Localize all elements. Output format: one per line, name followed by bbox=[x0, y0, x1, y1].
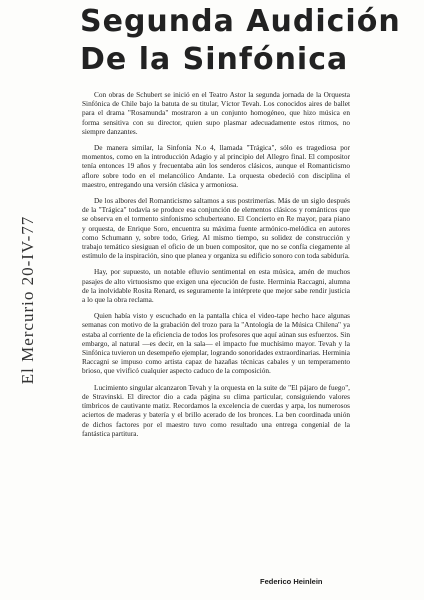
article-paragraph: Con obras de Schubert se inició en el Teatro Astor la segunda jornada de la Orquesta Sinfónica de Chile bajo la batuta de su titular, Víctor Tevah. Los conocidos aires de ballet para el drama "Rosamunda" mostraron a un conjunto homogéneo, que hizo música en forma sensitiva con su director, quien supo plasmar adecuadamente estos ritmos, no siempre danzantes. bbox=[82, 90, 350, 136]
article-body bbox=[82, 90, 350, 445]
article-paragraph: De manera similar, la Sinfonía N.o 4, llamada "Trágica", sólo es tragediosa por momentos, como en la introducción Adagio y al principio del Allegro final. El compositor tenía entonces 19 años y frecuentaba aún los senderos clásicos, aunque el Romanticismo aflore sobre todo en el melancólico Andante. La orquesta obedeció con disciplina el maestro, entregando una versión clásica y armoniosa. bbox=[82, 143, 350, 189]
author-byline: Federico Heinlein bbox=[260, 577, 323, 586]
headline-line-1: Segunda Audición bbox=[80, 4, 401, 39]
article-paragraph: Hay, por supuesto, un notable efluvio sentimental en esta música, amén de muchos pasajes de alto virtuosismo que exigen una ejecución de fuste. Herminia Raccagni, alumna de la inolvidable Rosita Renard, es seguramente la intérprete que mejor sabe rendir justicia a lo que la obra reclama. bbox=[82, 267, 350, 305]
article-paragraph: Quien había visto y escuchado en la pantalla chica el video-tape hecho hace algunas semanas con motivo de la grabación del trozo para la "Antología de la Música Chilena" ya estaba al corriente de la eficiencia de todos los profesores que aquí aúnan sus esfuerzos. Sin embargo, al natural —es decir, en la sala— el impacto fue muchísimo mayor. Tevah y la Sinfónica tuvieron un desempeño ejemplar, logrando sonoridades extraordinarias. Herminia Raccagni se impuso como artista capaz de hazañas técnicas cabales y un temperamento brioso, que vivificó cualquier aspecto caduco de la composición. bbox=[82, 311, 350, 376]
headline-line-2: De la Sinfónica bbox=[80, 42, 349, 77]
article-paragraph: Lucimiento singular alcanzaron Tevah y la orquesta en la suite de "El pájaro de fuego", de Stravinski. El director dio a cada página su clima particular, consiguiendo valores tímbricos de cautivante matiz. Recordamos la excelencia de cuerdas y arpa, los numerosos aciertos de maderas y batería y el brillo acerado de los bronces. La ben coordinada unión de dichos factores por el maestro tuvo como resultado una entrega congenial de la fantástica partitura. bbox=[82, 382, 350, 438]
article-paragraph: De los albores del Romanticismo saltamos a sus postrimerías. Más de un siglo después de la "Trágica" todavía se produce esa conjunción de elementos clásicos y románticos que se observa en el tormento sinfonismo schuberteano. El Concierto en Re mayor, para piano y orquesta, de Enrique Soro, encuentra su máxima fuente armónico-melódica en autores como Schumann y, sobre todo, Grieg. Al mismo tiempo, su solidez de construcción y trabajo temático siesiguan el oficio de un buen compositor, que no se confía ciegamente al estímulo de la inspiración, sino que planea y organiza su edificio sonoro con toda sabiduría. bbox=[82, 196, 350, 261]
handwritten-margin-note: El Mercurio 20-IV-77 bbox=[18, 215, 37, 385]
